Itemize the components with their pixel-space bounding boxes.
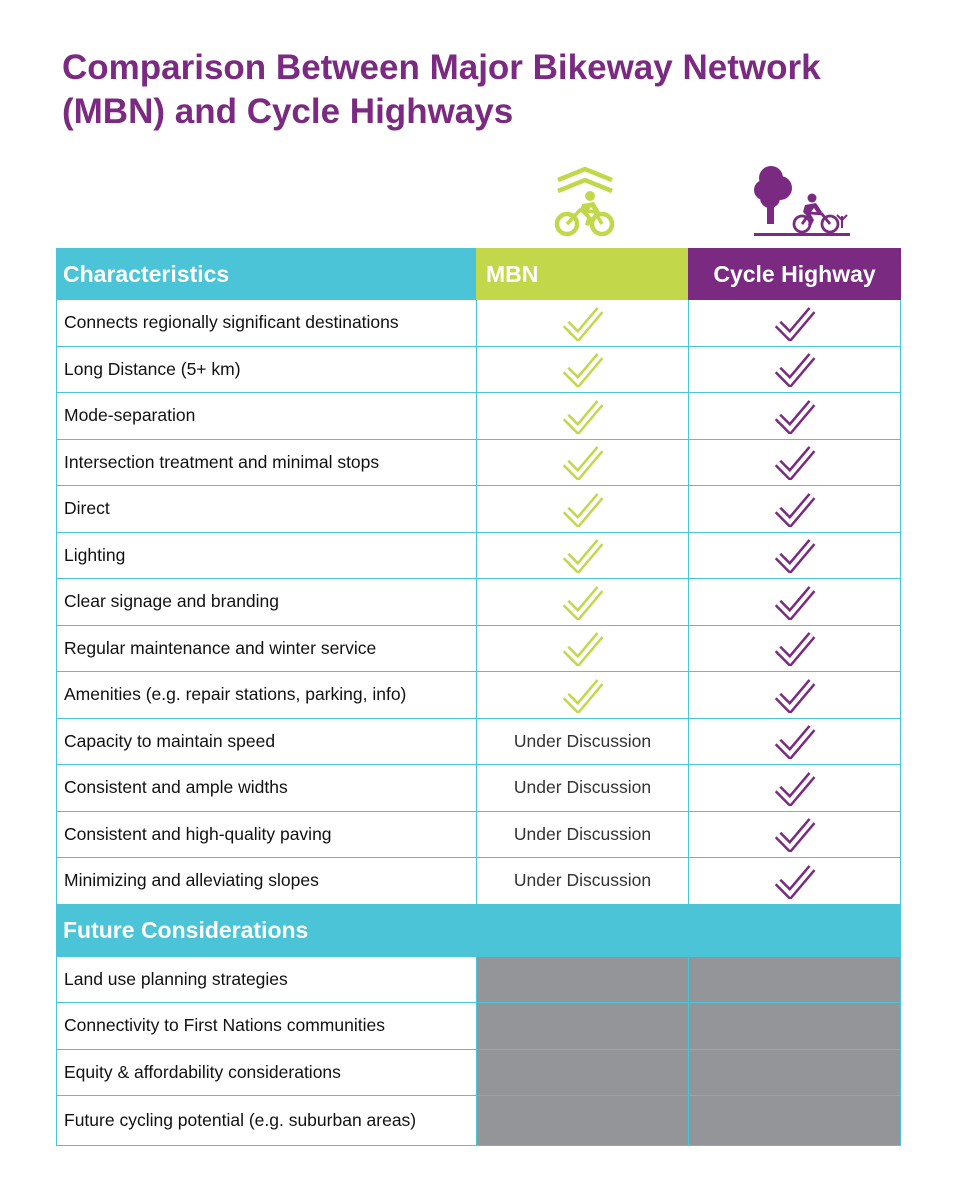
cycle-highway-cell	[689, 300, 900, 346]
cycle-highway-cell	[689, 626, 900, 672]
mbn-cell	[477, 533, 689, 579]
characteristic-label: Lighting	[57, 533, 477, 579]
cycle-highway-cell	[689, 533, 900, 579]
mbn-empty-cell	[477, 1003, 689, 1049]
characteristic-label: Consistent and ample widths	[57, 765, 477, 811]
cycle-highway-cell	[689, 347, 900, 393]
cycle-highway-cell	[689, 719, 900, 765]
header-mbn: MBN	[476, 248, 688, 300]
cycle-highway-cell	[689, 440, 900, 486]
table-row	[56, 858, 901, 905]
characteristic-label: Capacity to maintain speed	[57, 719, 477, 765]
cycle-highway-cell	[689, 579, 900, 625]
mbn-cell	[477, 672, 689, 718]
characteristics-rows	[56, 300, 901, 905]
cycle-highway-check-icon	[774, 677, 816, 713]
characteristic-label: Mode-separation	[57, 393, 477, 439]
mbn-check-icon	[562, 305, 604, 341]
cycle-highway-check-icon	[774, 398, 816, 434]
characteristic-label: Direct	[57, 486, 477, 532]
mbn-cell	[477, 440, 689, 486]
characteristic-label: Connects regionally significant destinations	[57, 300, 477, 346]
mbn-empty-cell	[477, 1096, 689, 1145]
cycle-highway-check-icon	[774, 351, 816, 387]
table-row	[56, 579, 901, 626]
future-consideration-label: Connectivity to First Nations communities	[57, 1003, 477, 1049]
mbn-status-text: Under Discussion	[513, 730, 652, 751]
mbn-check-icon	[562, 677, 604, 713]
characteristic-label: Minimizing and alleviating slopes	[57, 858, 477, 904]
table-row	[56, 347, 901, 394]
table-row	[56, 486, 901, 533]
cycle-highway-check-icon	[774, 584, 816, 620]
cycle-highway-check-icon	[774, 723, 816, 759]
cycle-highway-cell	[689, 858, 900, 904]
cycle-highway-check-icon	[774, 537, 816, 573]
header-cycle-highway: Cycle Highway	[688, 248, 901, 300]
table-row	[56, 765, 901, 812]
mbn-check-icon	[562, 584, 604, 620]
cycle-highway-cell	[689, 393, 900, 439]
cycle-highway-check-icon	[774, 863, 816, 899]
cycle-highway-cell	[689, 672, 900, 718]
page-title-line-2: (MBN) and Cycle Highways	[62, 92, 514, 131]
characteristic-label: Regular maintenance and winter service	[57, 626, 477, 672]
mbn-cell	[477, 858, 689, 904]
mbn-check-icon	[562, 491, 604, 527]
characteristic-label: Intersection treatment and minimal stops	[57, 440, 477, 486]
characteristic-label: Clear signage and branding	[57, 579, 477, 625]
mbn-check-icon	[562, 444, 604, 480]
cycle-highway-empty-cell	[689, 1096, 900, 1145]
characteristic-label: Amenities (e.g. repair stations, parking, info)	[57, 672, 477, 718]
table-row	[56, 719, 901, 766]
cycle-highway-empty-cell	[689, 957, 900, 1003]
mbn-cell	[477, 765, 689, 811]
future-consideration-label: Equity & affordability considerations	[57, 1050, 477, 1096]
table-row	[56, 672, 901, 719]
future-row	[56, 1003, 901, 1050]
mbn-status-text: Under Discussion	[513, 777, 652, 798]
future-row	[56, 1050, 901, 1097]
cycle-highway-check-icon	[774, 816, 816, 852]
page-title-line-1: Comparison Between Major Bikeway Network	[62, 48, 821, 87]
future-row	[56, 957, 901, 1004]
mbn-check-icon	[562, 537, 604, 573]
cycle-highway-cell	[689, 812, 900, 858]
cycle-highway-cell	[689, 765, 900, 811]
mbn-status-text: Under Discussion	[513, 870, 652, 891]
cycle-highway-check-icon	[774, 770, 816, 806]
table-row	[56, 812, 901, 859]
characteristic-label: Long Distance (5+ km)	[57, 347, 477, 393]
future-consideration-label: Future cycling potential (e.g. suburban areas)	[57, 1096, 477, 1145]
table-row	[56, 393, 901, 440]
cycle-highway-cell	[689, 486, 900, 532]
mbn-cell	[477, 393, 689, 439]
chevron-bicycle-icon	[552, 166, 618, 240]
mbn-status-text: Under Discussion	[513, 823, 652, 844]
page-title	[62, 46, 922, 134]
future-row	[56, 1096, 901, 1146]
cycle-highway-check-icon	[774, 491, 816, 527]
mbn-cell	[477, 300, 689, 346]
mbn-check-icon	[562, 630, 604, 666]
future-considerations-header: Future Considerations	[56, 905, 901, 957]
cycle-highway-check-icon	[774, 305, 816, 341]
header-characteristics: Characteristics	[56, 248, 476, 300]
mbn-cell	[477, 486, 689, 532]
mbn-check-icon	[562, 351, 604, 387]
mbn-cell	[477, 626, 689, 672]
cycle-highway-check-icon	[774, 444, 816, 480]
mbn-cell	[477, 812, 689, 858]
table-row	[56, 533, 901, 580]
characteristic-label: Consistent and high-quality paving	[57, 812, 477, 858]
mbn-cell	[477, 719, 689, 765]
cycle-highway-check-icon	[774, 630, 816, 666]
mbn-cell	[477, 579, 689, 625]
table-header-row	[56, 248, 901, 300]
mbn-empty-cell	[477, 957, 689, 1003]
mbn-check-icon	[562, 398, 604, 434]
comparison-table	[56, 248, 901, 1146]
cycle-highway-empty-cell	[689, 1003, 900, 1049]
mbn-empty-cell	[477, 1050, 689, 1096]
table-row	[56, 440, 901, 487]
table-row	[56, 626, 901, 673]
mbn-cell	[477, 347, 689, 393]
future-considerations-rows	[56, 957, 901, 1147]
cycle-highway-empty-cell	[689, 1050, 900, 1096]
table-row	[56, 300, 901, 347]
future-consideration-label: Land use planning strategies	[57, 957, 477, 1003]
tree-cyclist-icon	[752, 160, 852, 240]
